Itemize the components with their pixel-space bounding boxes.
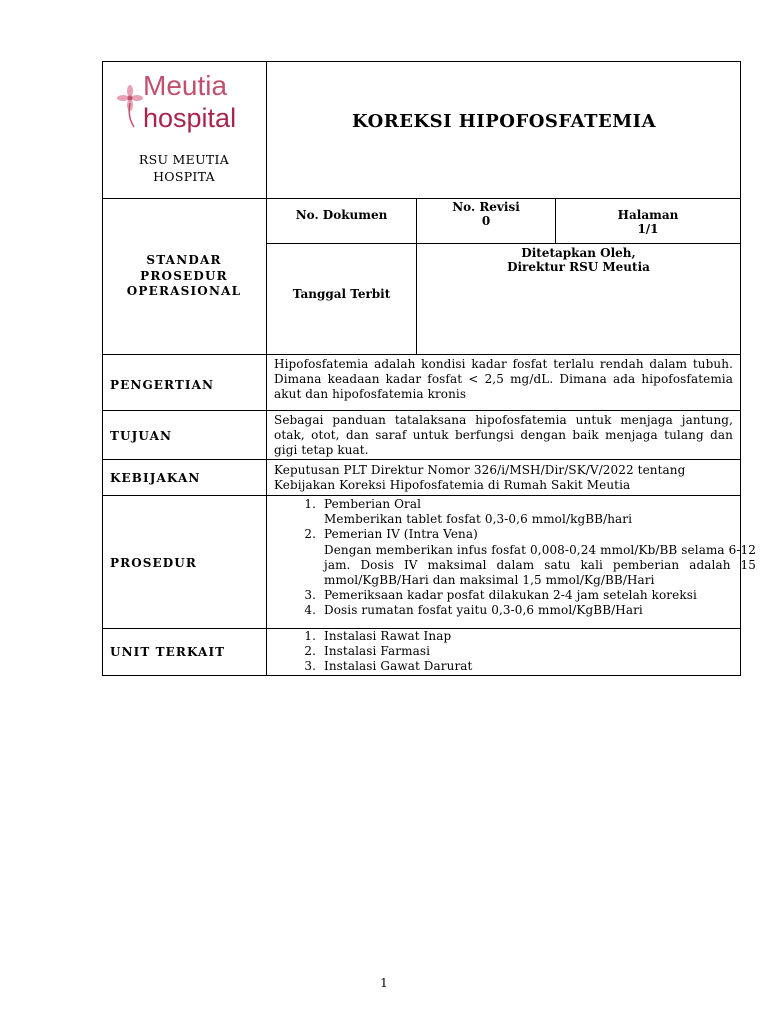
meutia-hospital-logo [116, 65, 246, 135]
list-item: 2. Pemerian IV (Intra Vena) Dengan memberikan infus fosfat 0,008-0,24 mmol/Kb/BB selama 6-12 jam. Dosis IV maksimal dalam satu kali pemberian adalah 15 mmol/KgBB/Hari dan maksimal 1,5 mmol/Kg/BB/Hari [320, 527, 756, 588]
list-item: 2. Instalasi Farmasi [320, 644, 756, 659]
table-row-divider [102, 495, 741, 496]
halaman-cell [556, 208, 740, 236]
tujuan-text: Sebagai panduan tatalaksana hipofosfatemia untuk menjaga jantung, otak, otot, dan saraf untuk berfungsi dengan baik menjaga tulang dan gigi tetap kuat. [274, 413, 733, 458]
table-row-divider [102, 354, 741, 355]
pengertian-text: Hipofosfatemia adalah kondisi kadar fosfat terlalu rendah dalam tubuh. Dimana keadaan kadar fosfat < 2,5 mg/dL. Dimana ada hipofosfatemia akut dan hipofosfatemia kronis [274, 357, 733, 402]
table-row-divider [102, 459, 741, 460]
tanggal-terbit-label: Tanggal Terbit [292, 287, 391, 301]
kebijakan-label: KEBIJAKAN [110, 471, 201, 485]
table-row-divider [102, 410, 741, 411]
list-item: 4. Dosis rumatan fosfat yaitu 0,3-0,6 mmol/KgBB/Hari [320, 603, 756, 618]
unit-terkait-list [298, 629, 756, 675]
table-row-divider [102, 198, 741, 199]
list-item: 1. Pemberian Oral Memberikan tablet fosfat 0,3-0,6 mmol/kgBB/hari [320, 497, 756, 527]
list-item: 3. Pemeriksaan kadar posfat dilakukan 2-4 jam setelah koreksi [320, 588, 756, 603]
table-row-divider [267, 243, 741, 244]
halaman-value: 1/1 [637, 222, 659, 236]
sop-document [102, 61, 756, 676]
tujuan-label: TUJUAN [110, 429, 173, 443]
table-border-top [102, 61, 741, 62]
prosedur-label: PROSEDUR [110, 556, 197, 570]
no-revisi-value: 0 [481, 214, 491, 228]
flower-icon [117, 85, 143, 127]
sop-label: STANDAR PROSEDUR OPERASIONAL [126, 253, 242, 298]
list-item: 3. Instalasi Gawat Darurat [320, 659, 756, 674]
kebijakan-text: Keputusan PLT Direktur Nomor 326/i/MSH/Dir/SK/V/2022 tentang Kebijakan Koreksi Hipofosfatemia di Rumah Sakit Meutia [274, 463, 686, 493]
no-revisi-cell [417, 200, 555, 228]
organization-name: RSU MEUTIA HOSPITA [138, 152, 230, 184]
halaman-label: Halaman [617, 208, 679, 222]
svg-text:Meutia: Meutia [143, 70, 228, 101]
ditetapkan-oleh: Ditetapkan Oleh, Direktur RSU Meutia [507, 246, 650, 274]
pengertian-label: PENGERTIAN [110, 378, 215, 392]
unit-terkait-label: UNIT TERKAIT [110, 645, 226, 659]
no-dokumen-label: No. Dokumen [295, 208, 388, 222]
list-item: 1. Instalasi Rawat Inap [320, 629, 756, 644]
prosedur-list [298, 497, 756, 619]
page-number: 1 [380, 976, 388, 990]
svg-text:hospital: hospital [143, 103, 237, 133]
table-column-divider [266, 61, 267, 676]
no-revisi-label: No. Revisi [452, 200, 520, 214]
document-title: KOREKSI HIPOFOSFATEMIA [351, 111, 657, 132]
table-border-bottom [102, 675, 741, 676]
